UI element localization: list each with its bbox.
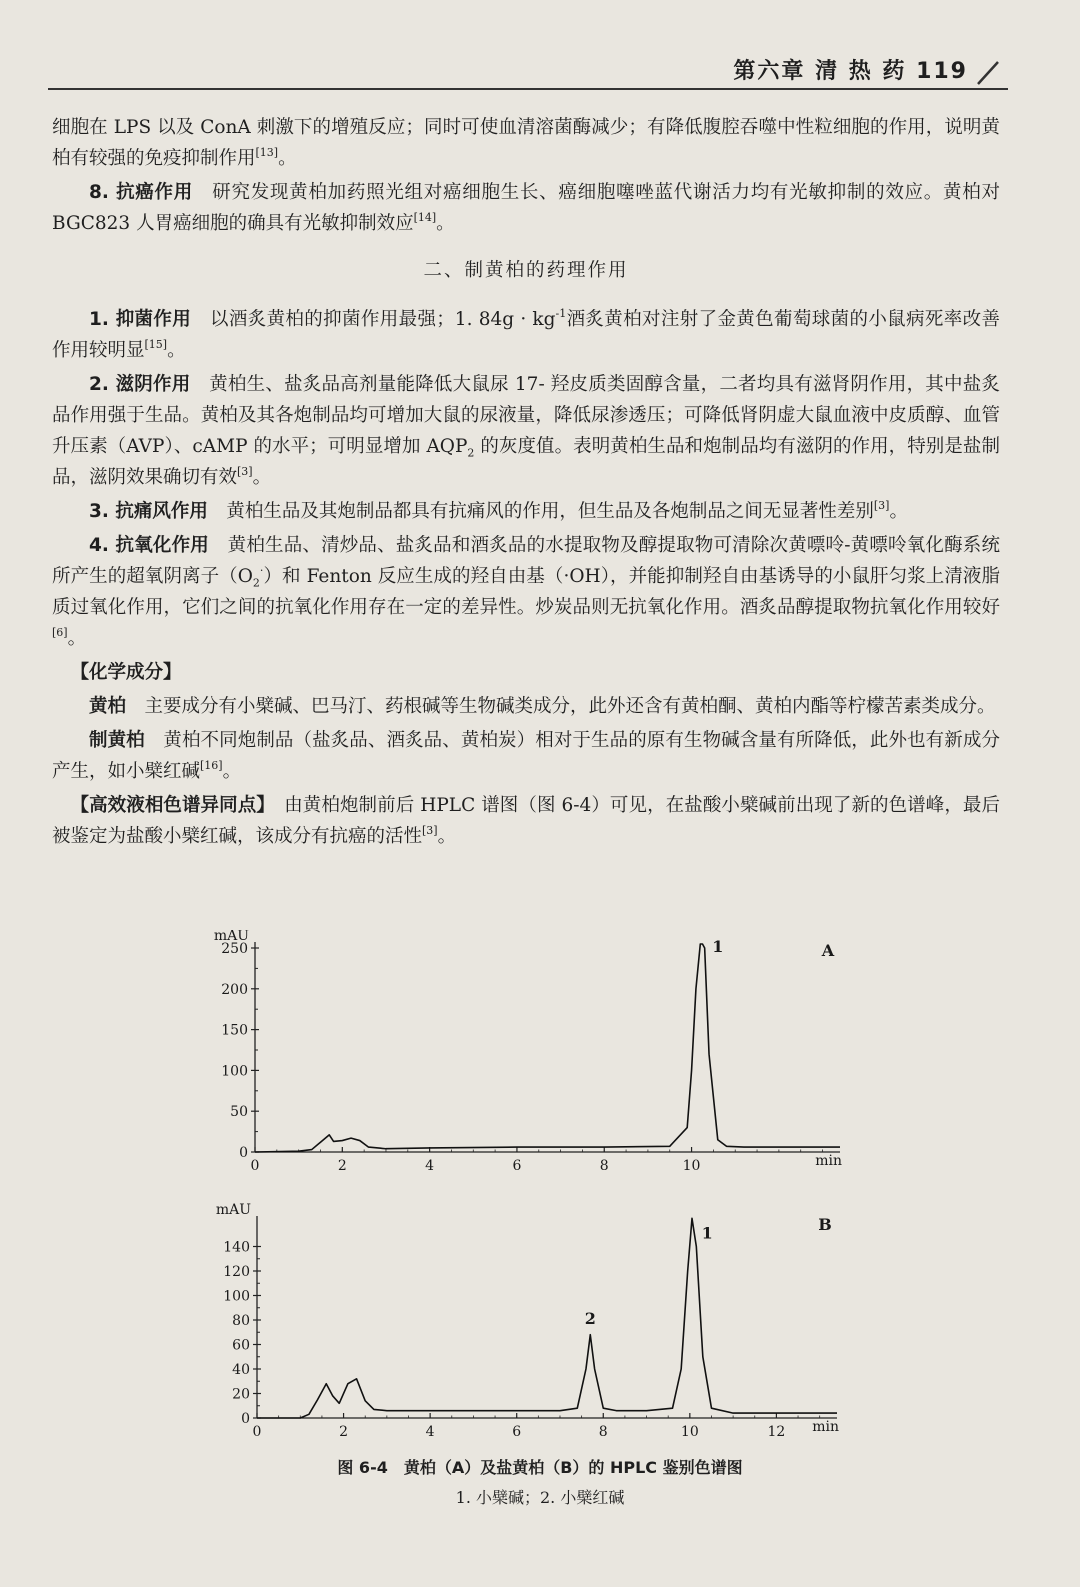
- running-head-text: [733, 54, 968, 85]
- panel-a-y-axis-label: mAU: [213, 930, 249, 944]
- panel-b-y-tick-label: 120: [223, 1264, 250, 1280]
- figure-caption: 图 6-4 黄柏（A）及盐黄柏（B）的 HPLC 鉴别色谱图: [337, 1458, 743, 1477]
- panel-a-y-tick-label: 100: [221, 1063, 248, 1080]
- running-head: [48, 48, 1008, 90]
- paragraph-label: 1. 抑菌作用: [89, 309, 192, 330]
- paragraph-label: 2. 滋阴作用: [89, 374, 191, 395]
- citation: [3]: [237, 465, 253, 478]
- paragraph-label: 制黄柏: [89, 730, 145, 751]
- paragraph-label: 3. 抗痛风作用: [89, 501, 208, 522]
- hplc-figure: [160, 930, 880, 1450]
- paragraph-chem-processed: 制黄柏 黄柏不同炮制品（盐炙品、酒炙品、黄柏炭）相对于生品的原有生物碱含量有所降低，此外也有新成分产生，如小檗红碱[16]。: [52, 730, 1000, 782]
- section-label: 清 热 药: [815, 59, 907, 84]
- panel-b-trace: [257, 1218, 837, 1418]
- citation: [16]: [200, 759, 223, 772]
- panel-b-y-tick-label: 80: [232, 1313, 250, 1329]
- panel-a-y-tick-label: 150: [221, 1022, 248, 1039]
- panel-a-y-tick-label: 0: [239, 1145, 248, 1161]
- panel-b-y-tick-label: 40: [232, 1362, 250, 1378]
- hplc-chromatograms: [160, 930, 880, 1450]
- citation: [15]: [144, 338, 168, 351]
- panel-b-y-tick-label: 0: [241, 1411, 250, 1427]
- paragraph-hplc: 【高效液相色谱异同点】 由黄柏炮制前后 HPLC 谱图（图 6-4）可见，在盐酸小檗碱前出现了新的色谱峰，最后被鉴定为盐酸小檗红碱，该成分有抗癌的活性[3]。: [52, 795, 1000, 847]
- chem-heading: 【化学成分】: [70, 662, 182, 683]
- panel-b-x-tick-label: 8: [598, 1424, 608, 1440]
- panel-a-label: A: [821, 941, 835, 960]
- panel-a-y-tick-label: 200: [221, 981, 248, 998]
- panel-b-x-tick-label: 6: [512, 1424, 522, 1440]
- panel-a-peak-label: 1: [712, 937, 724, 956]
- panel-b-x-tick-label: 4: [425, 1424, 435, 1440]
- paragraph-chem-raw: 黄柏 主要成分有小檗碱、巴马汀、药根碱等生物碱类成分，此外还含有黄柏酮、黄柏内酯等柠檬苦素类成分。: [89, 696, 996, 717]
- panel-b-x-tick-label: 2: [339, 1424, 349, 1440]
- paragraph-label: 【高效液相色谱异同点】: [70, 795, 266, 816]
- panel-a-y-tick-label: 50: [230, 1104, 248, 1121]
- page-number: 119: [916, 59, 968, 84]
- panel-b-y-tick-label: 60: [232, 1337, 250, 1354]
- paragraph-immune: 细胞在 LPS 以及 ConA 刺激下的增殖反应；同时可使血清溶菌酶减少；有降低腹腔吞噬中性粒细胞的作用，说明黄柏有较强的免疫抑制作用[13]。: [52, 117, 1000, 169]
- figure-legend: 1. 小檗碱；2. 小檗红碱: [455, 1488, 625, 1507]
- citation: [13]: [255, 146, 279, 159]
- panel-a-x-tick-label: 8: [599, 1158, 609, 1174]
- panel-a-x-tick-label: 10: [682, 1158, 701, 1174]
- panel-a-x-tick-label: 0: [250, 1158, 260, 1174]
- paragraph-antioxidant: 4. 抗氧化作用 黄柏生品、清炒品、盐炙品和酒炙品的水提取物及醇提取物可清除次黄嘌呤-黄嘌呤氧化酶系统所产生的超氧阴离子$(O_2^\cdot)$和 Fenton 反应生成的羟自由基（·OH），并能抑制羟自由基诱导的小鼠肝匀浆上清液脂质过氧化作用，它们之间的抗氧化作用存在一定的差异性。炒炭品则无抗氧化作用。酒炙品醇提取物抗氧化作用较好[6]。: [52, 535, 1000, 649]
- paragraph-yin: 2. 滋阴作用 黄柏生、盐炙品高剂量能降低大鼠尿 17- 羟皮质类固醇含量，二者均具有滋肾阴作用，其中盐炙品作用强于生品。黄柏及其各炮制品均可增加大鼠的尿液量，降低尿渗透压；可降低肾阴虚大鼠血液中皮质醇、血管升压素（AVP）、cAMP 的水平；可明显增加 $AQP_2$ 的灰度值。表明黄柏生品和炮制品均有滋阴的作用，特别是盐制品，滋阴效果确切有效[3]。: [52, 374, 1000, 488]
- citation: [3]: [422, 824, 438, 837]
- citation: [6]: [52, 626, 68, 639]
- panel-b-y-tick-label: 140: [223, 1239, 250, 1256]
- panel-a-x-tick-label: 4: [425, 1158, 435, 1174]
- panel-b-x-tick-label: 10: [680, 1424, 699, 1440]
- paragraph-label: 4. 抗氧化作用: [89, 535, 209, 556]
- panel-b-x-tick-label: 12: [767, 1424, 786, 1440]
- panel-b-y-tick-label: 100: [223, 1288, 250, 1305]
- panel-b-x-tick-label: 0: [252, 1424, 262, 1440]
- panel-b-peak-label: 2: [584, 1309, 596, 1328]
- panel-a-x-axis-label: min: [815, 1153, 842, 1169]
- panel-b-y-tick-label: 20: [232, 1386, 250, 1403]
- slash-ornament-icon: [974, 48, 1002, 88]
- citation: [14]: [413, 211, 437, 224]
- paragraph-label: 8. 抗癌作用: [89, 182, 193, 203]
- panel-a-x-tick-label: 2: [337, 1158, 347, 1174]
- paragraph-antibacterial: 1. 抑菌作用 以酒炙黄柏的抑菌作用最强；1. $84g \cdot kg^{-1}$酒炙黄柏对注射了金黄色葡萄球菌的小鼠病死率改善作用较明显[15]。: [52, 307, 1000, 361]
- body-text: [52, 112, 1000, 855]
- panel-b-label: B: [818, 1215, 832, 1234]
- panel-a-trace: [255, 944, 840, 1152]
- paragraph-gout: 3. 抗痛风作用 黄柏生品及其炮制品都具有抗痛风的作用，但生品及各炮制品之间无显著性差别[3]。: [89, 499, 908, 522]
- paragraph-anticancer: 8. 抗癌作用 研究发现黄柏加药照光组对癌细胞生长、癌细胞噻唑蓝代谢活力均有光敏抑制的效应。黄柏对 BGC823 人胃癌细胞的确具有光敏抑制效应[14]。: [52, 182, 1000, 234]
- chapter-label: 第六章: [733, 59, 806, 84]
- citation: [3]: [873, 499, 890, 512]
- paragraph-label: 黄柏: [89, 696, 127, 717]
- panel-b-y-axis-label: mAU: [215, 1202, 251, 1218]
- panel-a-y-tick-label: 250: [221, 941, 248, 957]
- panel-b-x-axis-label: min: [812, 1419, 839, 1435]
- panel-a-x-tick-label: 6: [512, 1158, 522, 1174]
- section-heading: 二、制黄柏的药理作用: [423, 260, 629, 281]
- panel-b-peak-label: 1: [701, 1223, 713, 1243]
